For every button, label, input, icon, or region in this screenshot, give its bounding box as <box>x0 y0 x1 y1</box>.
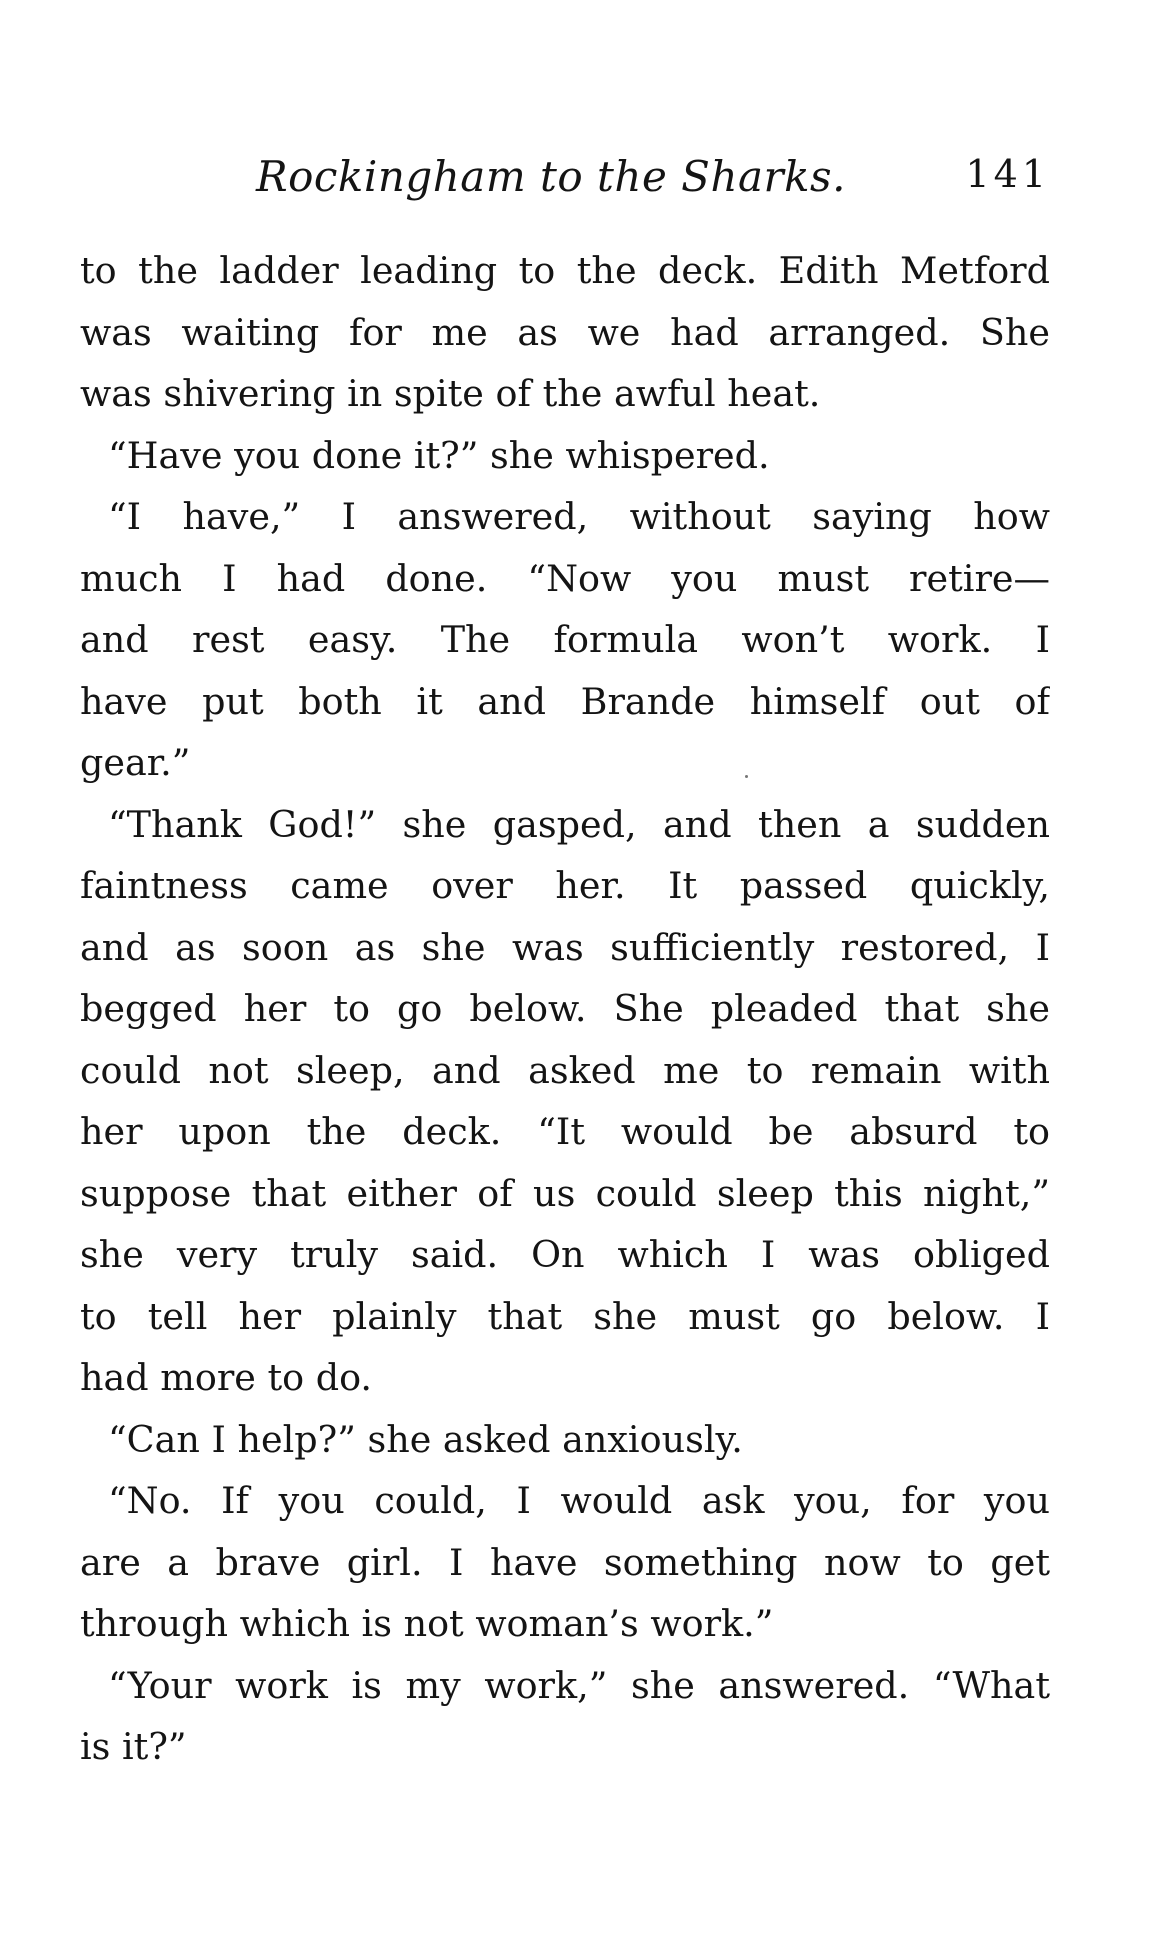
text-line: was shivering in spite of the awful heat. <box>80 372 821 415</box>
text-line: are a brave girl. I have something now to get <box>80 1540 1050 1584</box>
body-text <box>80 240 1050 1778</box>
text-line: could not sleep, and asked me to remain with <box>80 1048 1050 1092</box>
text-line: and rest easy. The formula won’t work. I <box>80 618 1050 661</box>
text-line: have put both it and Brande himself out of <box>80 679 1050 723</box>
text-line: begged her to go below. She pleaded that she <box>80 987 1050 1030</box>
text-line: “Your work is my work,” she answered. “What <box>108 1663 1050 1707</box>
text-line: she very truly said. On which I was obliged <box>80 1233 1050 1276</box>
running-title: Rockingham to the Sharks. <box>256 152 846 201</box>
print-speck <box>745 775 748 778</box>
text-line: her upon the deck. “It would be absurd to <box>80 1110 1050 1153</box>
text-line: was waiting for me as we had arranged. She <box>80 310 1050 354</box>
text-line: gear.” <box>80 741 191 784</box>
text-line: had more to do. <box>80 1356 373 1399</box>
text-line: to tell her plainly that she must go below. I <box>80 1294 1050 1338</box>
text-line: suppose that either of us could sleep this night,” <box>80 1171 1050 1215</box>
running-header <box>80 152 1050 212</box>
text-line: to the ladder leading to the deck. Edith Metford <box>80 249 1050 292</box>
text-line: much I had done. “Now you must retire— <box>80 556 1050 600</box>
text-line: “Thank God!” she gasped, and then a sudden <box>108 802 1050 846</box>
text-line: and as soon as she was sufficiently restored, I <box>80 925 1050 969</box>
text-line: “Can I help?” she asked anxiously. <box>108 1417 743 1461</box>
text-line: faintness came over her. It passed quickly, <box>80 864 1050 907</box>
text-line: “No. If you could, I would ask you, for you <box>108 1479 1050 1522</box>
text-line: “Have you done it?” she whispered. <box>108 433 770 477</box>
text-line: through which is not woman’s work.” <box>80 1602 774 1645</box>
text-line: is it?” <box>80 1725 187 1768</box>
text-line: “I have,” I answered, without saying how <box>108 495 1050 538</box>
page-number: 141 <box>965 152 1050 196</box>
